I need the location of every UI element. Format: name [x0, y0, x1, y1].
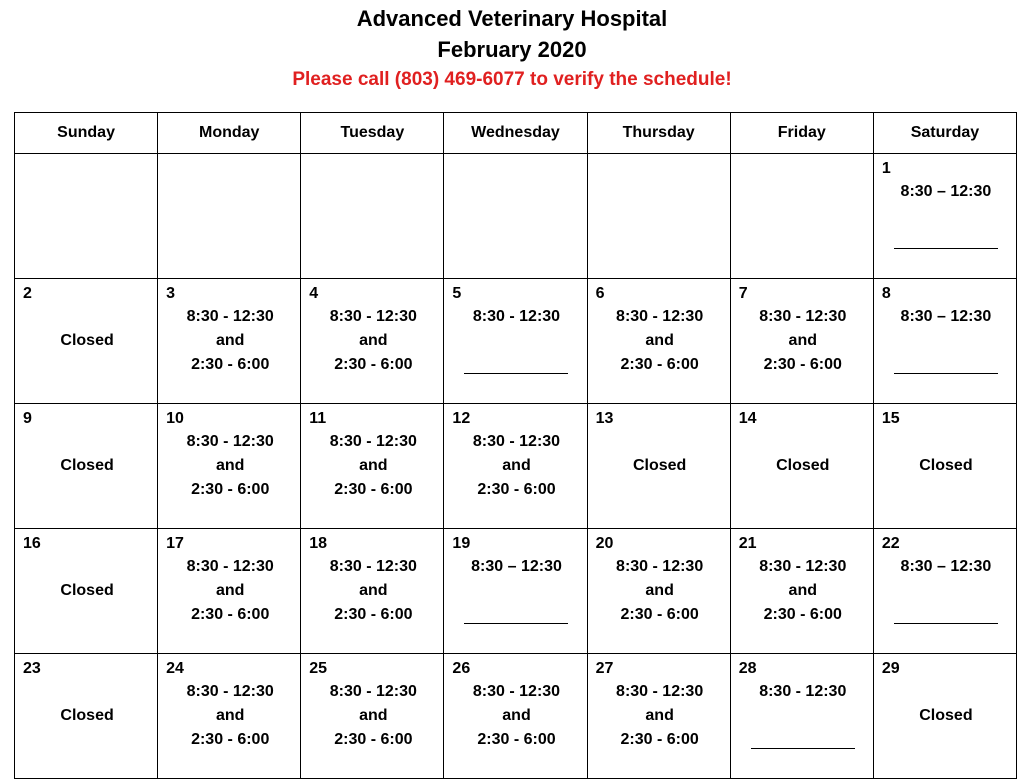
day-hours: [596, 305, 724, 377]
day-number: 24: [166, 660, 184, 677]
week-row: [15, 654, 1017, 779]
line-spacer: [739, 704, 867, 728]
day-cell: [730, 654, 873, 779]
day-cell: [158, 279, 301, 404]
closed-label: Closed: [776, 457, 830, 474]
day-cell: [444, 654, 587, 779]
day-cell: [158, 154, 301, 279]
day-number: 26: [452, 660, 471, 677]
day-hours: [166, 555, 294, 627]
day-cell: [158, 654, 301, 779]
day-hours: [23, 680, 151, 728]
weekday-header-row: [15, 113, 1017, 154]
blank-line-row: [452, 603, 580, 632]
hours-line: and: [215, 582, 245, 599]
day-cell: [444, 279, 587, 404]
blank-line: [751, 728, 855, 749]
day-hours: [309, 430, 437, 502]
line-spacer: [882, 430, 1010, 454]
day-hours: [309, 680, 437, 752]
weekday-header: Saturday: [873, 113, 1016, 154]
day-number: 13: [595, 410, 614, 427]
day-number: 1: [881, 160, 891, 177]
weekday-header: Thursday: [587, 113, 730, 154]
hours-line: and: [359, 707, 388, 724]
hours-line: and: [645, 332, 674, 349]
day-hours: [739, 555, 867, 627]
day-cell: [301, 529, 444, 654]
hours-line: 2:30 - 6:00: [763, 356, 842, 373]
day-cell: [873, 279, 1016, 404]
weekday-header: Friday: [730, 113, 873, 154]
hours-line: 2:30 - 6:00: [334, 731, 413, 748]
day-hours: [882, 430, 1010, 478]
day-hours: [739, 680, 867, 757]
closed-label: Closed: [60, 582, 114, 599]
blank-line: [894, 228, 998, 249]
day-number: 21: [738, 535, 757, 552]
day-number: 10: [166, 410, 184, 427]
week-row: [15, 529, 1017, 654]
weekday-header: Sunday: [15, 113, 158, 154]
page-header: [0, 0, 1024, 95]
hours-line: 8:30 - 12:30: [472, 683, 561, 700]
hours-line: 2:30 - 6:00: [191, 356, 270, 373]
hours-line: and: [788, 332, 817, 349]
hours-line: and: [359, 332, 388, 349]
hours-line: 8:30 - 12:30: [186, 308, 274, 325]
day-number: 28: [738, 660, 757, 677]
hours-line: 2:30 - 6:00: [191, 606, 270, 623]
line-spacer: [452, 329, 580, 353]
day-cell: [15, 404, 158, 529]
day-hours: [166, 305, 294, 377]
day-number: 4: [309, 285, 319, 302]
hours-line: and: [502, 457, 531, 474]
hours-line: and: [502, 707, 531, 724]
line-spacer: [23, 555, 151, 579]
hours-line: 8:30 - 12:30: [186, 683, 274, 700]
hours-line: 2:30 - 6:00: [334, 481, 413, 498]
weekday-header: Tuesday: [301, 113, 444, 154]
day-number: 18: [309, 535, 328, 552]
hours-line: 8:30 – 12:30: [900, 183, 992, 200]
line-spacer: [23, 430, 151, 454]
day-hours: [882, 305, 1010, 382]
hours-line: 8:30 – 12:30: [471, 558, 562, 575]
day-cell: [15, 529, 158, 654]
line-spacer: [452, 579, 580, 603]
hours-line: 8:30 - 12:30: [329, 683, 417, 700]
hours-line: and: [215, 457, 245, 474]
hours-line: and: [359, 457, 388, 474]
day-cell: [730, 404, 873, 529]
hours-line: 8:30 – 12:30: [900, 308, 992, 325]
day-number: 29: [881, 660, 900, 677]
hours-line: 2:30 - 6:00: [191, 481, 270, 498]
day-hours: [166, 680, 294, 752]
hours-line: 8:30 - 12:30: [759, 308, 847, 325]
hospital-title: Advanced Veterinary Hospital: [356, 6, 668, 31]
verify-notice: Please call (803) 469-6077 to verify the schedule!: [292, 69, 732, 90]
hours-line: 8:30 – 12:30: [900, 558, 992, 575]
day-hours: [882, 555, 1010, 632]
week-row: [15, 279, 1017, 404]
day-cell: [587, 654, 730, 779]
line-spacer: [23, 680, 151, 704]
day-hours: [882, 180, 1010, 257]
blank-line: [464, 353, 568, 374]
day-number: 9: [23, 410, 32, 427]
day-number: 20: [595, 535, 614, 552]
day-hours: [309, 305, 437, 377]
day-cell: [730, 279, 873, 404]
day-cell: [301, 279, 444, 404]
day-number: 3: [166, 285, 176, 302]
day-number: 5: [452, 285, 462, 302]
hours-line: 8:30 - 12:30: [472, 308, 561, 325]
hours-line: 2:30 - 6:00: [620, 731, 699, 748]
hours-line: 8:30 - 12:30: [329, 433, 417, 450]
day-number: 15: [881, 410, 900, 427]
day-hours: [23, 305, 151, 353]
line-spacer: [882, 329, 1010, 353]
week-row: [15, 154, 1017, 279]
line-spacer: [882, 204, 1010, 228]
day-number: 8: [881, 285, 891, 302]
day-cell: [587, 529, 730, 654]
day-cell: [301, 654, 444, 779]
day-cell: [158, 404, 301, 529]
line-spacer: [739, 430, 867, 454]
day-hours: [452, 430, 580, 502]
day-number: 11: [309, 410, 327, 427]
closed-label: Closed: [60, 457, 114, 474]
hours-line: 2:30 - 6:00: [334, 356, 413, 373]
hours-line: and: [645, 707, 674, 724]
day-cell: [587, 154, 730, 279]
day-number: 2: [23, 285, 32, 302]
day-hours: [882, 680, 1010, 728]
hours-line: 8:30 - 12:30: [616, 683, 704, 700]
line-spacer: [882, 579, 1010, 603]
day-hours: [596, 555, 724, 627]
day-number: 6: [595, 285, 605, 302]
hours-line: 2:30 - 6:00: [477, 731, 556, 748]
day-number: 22: [881, 535, 900, 552]
day-number: 12: [452, 410, 471, 427]
blank-line-row: [739, 728, 867, 757]
calendar-body: [15, 154, 1017, 779]
week-row: [15, 404, 1017, 529]
month-title: February 2020: [437, 37, 587, 62]
day-hours: [452, 680, 580, 752]
hours-line: 8:30 - 12:30: [472, 433, 561, 450]
hours-line: 2:30 - 6:00: [477, 481, 556, 498]
line-spacer: [882, 680, 1010, 704]
closed-label: Closed: [919, 707, 973, 724]
closed-label: Closed: [632, 457, 687, 474]
closed-label: Closed: [60, 332, 114, 349]
day-cell: [730, 529, 873, 654]
line-spacer: [596, 430, 724, 454]
day-number: 16: [23, 535, 41, 552]
hours-line: 8:30 - 12:30: [759, 558, 847, 575]
closed-label: Closed: [60, 707, 114, 724]
day-cell: [587, 404, 730, 529]
day-cell: [873, 529, 1016, 654]
weekday-header: Monday: [158, 113, 301, 154]
day-cell: [444, 529, 587, 654]
hours-line: 8:30 - 12:30: [329, 558, 417, 575]
blank-line-row: [882, 353, 1010, 382]
hours-line: 8:30 - 12:30: [329, 308, 417, 325]
hours-line: 8:30 - 12:30: [186, 558, 274, 575]
day-hours: [23, 555, 151, 603]
hours-line: and: [645, 582, 674, 599]
day-hours: [452, 555, 580, 632]
day-number: 25: [309, 660, 328, 677]
day-hours: [596, 680, 724, 752]
hours-line: and: [215, 332, 245, 349]
blank-line-row: [452, 353, 580, 382]
day-hours: [23, 430, 151, 478]
blank-line-row: [882, 228, 1010, 257]
hours-line: 2:30 - 6:00: [763, 606, 842, 623]
day-hours: [452, 305, 580, 382]
day-cell: [873, 154, 1016, 279]
day-cell: [444, 154, 587, 279]
hours-line: 2:30 - 6:00: [334, 606, 413, 623]
hours-line: 2:30 - 6:00: [191, 731, 270, 748]
weekday-header: Wednesday: [444, 113, 587, 154]
hours-line: and: [788, 582, 817, 599]
hours-line: 2:30 - 6:00: [620, 356, 699, 373]
calendar-table: [14, 112, 1017, 779]
day-cell: [158, 529, 301, 654]
blank-line: [894, 353, 998, 374]
day-cell: [301, 154, 444, 279]
day-hours: [739, 305, 867, 377]
blank-line: [894, 603, 998, 624]
day-number: 19: [452, 535, 471, 552]
day-number: 14: [738, 410, 757, 427]
day-cell: [301, 404, 444, 529]
day-cell: [873, 404, 1016, 529]
day-hours: [596, 430, 724, 478]
day-hours: [739, 430, 867, 478]
day-cell: [873, 654, 1016, 779]
hours-line: 8:30 - 12:30: [616, 308, 704, 325]
hours-line: and: [215, 707, 245, 724]
day-cell: [15, 279, 158, 404]
day-hours: [309, 555, 437, 627]
hours-line: 8:30 - 12:30: [759, 683, 847, 700]
line-spacer: [23, 305, 151, 329]
day-number: 23: [23, 660, 41, 677]
hours-line: 8:30 - 12:30: [616, 558, 704, 575]
blank-line-row: [882, 603, 1010, 632]
hours-line: and: [359, 582, 388, 599]
hours-line: 8:30 - 12:30: [186, 433, 274, 450]
day-cell: [444, 404, 587, 529]
day-number: 27: [595, 660, 614, 677]
day-hours: [166, 430, 294, 502]
blank-line: [464, 603, 568, 624]
day-number: 7: [738, 285, 748, 302]
closed-label: Closed: [919, 457, 973, 474]
day-cell: [730, 154, 873, 279]
day-number: 17: [166, 535, 184, 552]
day-cell: [587, 279, 730, 404]
day-cell: [15, 654, 158, 779]
day-cell: [15, 154, 158, 279]
hours-line: 2:30 - 6:00: [620, 606, 699, 623]
